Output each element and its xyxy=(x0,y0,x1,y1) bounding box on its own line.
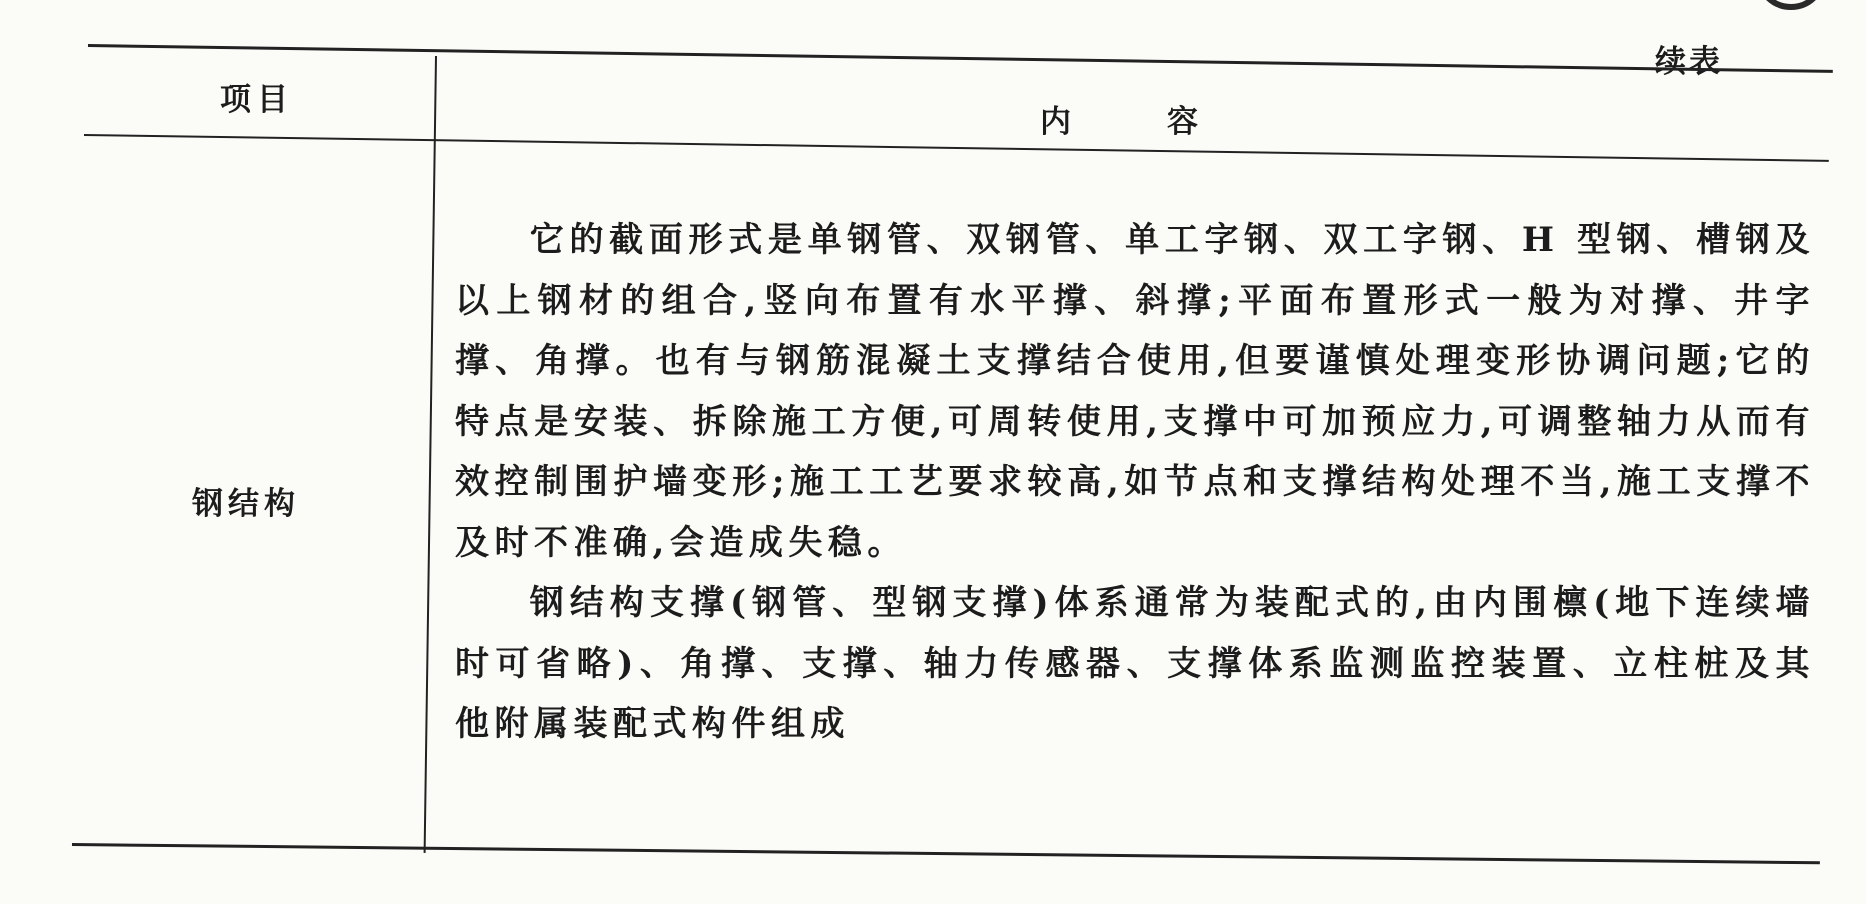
content-paragraph-1: 它的截面形式是单钢管、双钢管、单工字钢、双工字钢、H 型钢、槽钢及以上钢材的组合,竖向布置有水平撑、斜撑;平面布置形式一般为对撑、井字撑、角撑。也有与钢筋混凝土支撑结合使用,但要谨慎处理变形协调问题;它的特点是安装、拆除施工方便,可周转使用,支撑中可加预应力,可调整轴力从而有效控制围护墙变形;施工工艺要求较高,如节点和支撑结构处理不当,施工支撑不及时不准确,会造成失稳。 xyxy=(455,220,1815,563)
row-label: 钢结构 xyxy=(192,486,300,522)
header-bottom-rule xyxy=(84,134,1829,162)
header-content-part2: 容 xyxy=(1167,104,1198,140)
table-top-rule xyxy=(88,44,1833,73)
page-corner-mark xyxy=(1755,0,1827,10)
column-divider xyxy=(424,56,437,853)
continued-label: 续表 xyxy=(1655,44,1723,80)
content-paragraph-2: 钢结构支撑(钢管、型钢支撑)体系通常为装配式的,由内围檩(地下连续墙时可省略)、角撑、支撑、轴力传感器、支撑体系监测监控装置、立柱桩及其他附属装配式构件组成 xyxy=(455,583,1815,744)
header-item: 项目 xyxy=(220,82,294,118)
header-content xyxy=(1040,96,1198,141)
row-content xyxy=(455,210,1815,755)
header-content-part1: 内 xyxy=(1040,104,1071,140)
table-bottom-rule xyxy=(72,843,1820,864)
